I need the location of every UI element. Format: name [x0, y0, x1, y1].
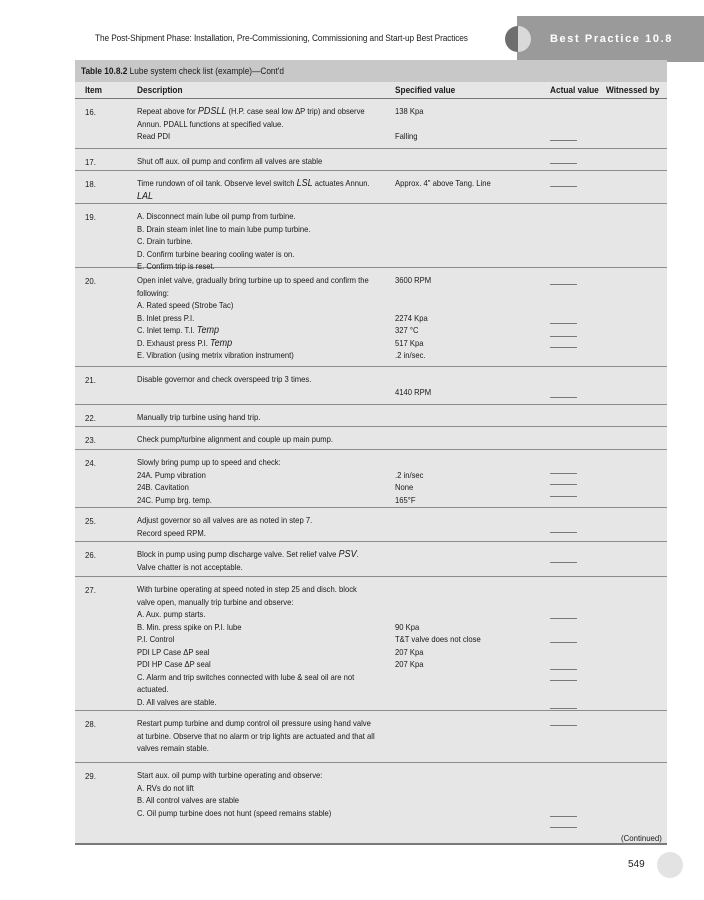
table-row — [75, 763, 667, 844]
row-description-line: D. Exhaust press P.I. Temp — [137, 337, 233, 349]
table-row — [75, 711, 667, 763]
row-description-line: Valve chatter is not acceptable. — [137, 561, 243, 572]
actual-value-blank — [550, 669, 577, 670]
row-item-number: 17. — [85, 157, 96, 167]
actual-value-blank — [550, 642, 577, 643]
actual-value-blank — [550, 827, 577, 828]
page-number-circle — [657, 852, 683, 878]
continued-note: (Continued) — [621, 833, 662, 843]
checklist-table — [75, 60, 667, 843]
row-description-line: E. Confirm trip is reset. — [137, 261, 215, 271]
row-description-line: Disable governor and check overspeed trip 3 times. — [137, 374, 312, 384]
row-specified-value: None — [395, 482, 414, 492]
row-description-line: B. All control valves are stable — [137, 795, 240, 805]
row-description-line: following: — [137, 287, 169, 298]
row-item-number: 24. — [85, 458, 96, 468]
table-row — [75, 149, 667, 171]
actual-value-blank — [550, 163, 577, 164]
row-description-line: 24A. Pump vibration — [137, 469, 206, 480]
row-description-line: With turbine operating at speed noted in step 25 and disch. block — [137, 584, 357, 594]
table-row — [75, 171, 667, 204]
header-description: Description — [137, 85, 183, 95]
row-description-line: Slowly bring pump up to speed and check: — [137, 457, 281, 467]
row-description-line: P.I. Control — [137, 634, 175, 644]
table-caption-text: Lube system check list (example)—Cont'd — [129, 66, 285, 76]
row-description-line: D. Confirm turbine bearing cooling water is on. — [137, 248, 295, 259]
row-item-number: 20. — [85, 276, 96, 286]
actual-value-blank — [550, 708, 577, 709]
row-specified-value: .2 in/sec. — [395, 350, 426, 360]
row-item-number: 27. — [85, 585, 96, 595]
row-specified-value: 138 Kpa — [395, 106, 424, 116]
row-description-line: Annun. PDALL functions at specified value. — [137, 118, 284, 129]
row-specified-value: Falling — [395, 131, 418, 141]
row-description-line: PDI LP Case ΔP seal — [137, 646, 210, 657]
row-description-line: Manually trip turbine using hand trip. — [137, 412, 261, 422]
actual-value-blank — [550, 816, 577, 817]
row-specified-value: T&T valve does not close — [395, 634, 481, 644]
row-item-number: 25. — [85, 516, 96, 526]
table-row — [75, 577, 667, 711]
row-specified-value: 165°F — [395, 494, 416, 505]
table-caption-label: Table 10.8.2 — [81, 66, 128, 76]
header-item: Item — [85, 85, 103, 95]
row-specified-value: 90 Kpa — [395, 621, 420, 632]
row-description-line: valve open, manually trip turbine and observe: — [137, 596, 294, 607]
table-row — [75, 405, 667, 427]
table-row — [75, 99, 667, 149]
row-description-line: Restart pump turbine and dump control oil pressure using hand valve — [137, 718, 371, 728]
table-row — [75, 268, 667, 367]
row-specified-value: 3600 RPM — [395, 275, 432, 285]
header-specified-value: Specified value — [395, 85, 456, 95]
table-row — [75, 508, 667, 542]
row-description-line: Check pump/turbine alignment and couple up main pump. — [137, 434, 334, 444]
row-specified-value: 517 Kpa — [395, 337, 424, 348]
row-description-line: C. Drain turbine. — [137, 236, 193, 246]
actual-value-blank — [550, 680, 577, 681]
table-row — [75, 204, 667, 271]
row-description-line: valves remain stable. — [137, 743, 209, 753]
row-specified-value: 207 Kpa — [395, 646, 424, 657]
row-description-line: A. RVs do not lift — [137, 782, 194, 793]
row-description-line: B. Inlet press P.I. — [137, 312, 195, 323]
table-row — [75, 367, 667, 405]
row-description-line: E. Vibration (using metrix vibration instrument) — [137, 350, 294, 360]
row-description-line: A. Rated speed (Strobe Tac) — [137, 300, 234, 310]
row-description-line: Shut off aux. oil pump and confirm all valves are stable — [137, 156, 323, 166]
row-description-line: at turbine. Observe that no alarm or trip lights are actuated and that all — [137, 730, 375, 741]
row-description-line: B. Min. press spike on P.I. lube — [137, 621, 242, 632]
row-item-number: 28. — [85, 719, 96, 729]
row-description-line: B. Drain steam inlet line to main lube pump turbine. — [137, 223, 311, 234]
actual-value-blank — [550, 186, 577, 187]
actual-value-blank — [550, 618, 577, 619]
table-caption — [75, 60, 667, 82]
actual-value-blank — [550, 336, 577, 337]
row-description-line: C. Inlet temp. T.I. Temp — [137, 325, 219, 336]
running-head — [0, 0, 704, 50]
row-specified-value: 4140 RPM — [395, 386, 432, 397]
row-item-number: 26. — [85, 550, 96, 560]
row-description-line: A. Disconnect main lube oil pump from turbine. — [137, 211, 296, 221]
row-description-line: Record speed RPM. — [137, 527, 206, 538]
row-specified-value: 2274 Kpa — [395, 312, 428, 323]
actual-value-blank — [550, 323, 577, 324]
section-tab-circle — [505, 26, 531, 52]
row-item-number: 19. — [85, 212, 96, 222]
row-description-line: C. Alarm and trip switches connected with lube & seal oil are not — [137, 671, 355, 682]
actual-value-blank — [550, 532, 577, 533]
page-number: 549 — [628, 859, 645, 870]
row-description-line: 24B. Cavitation — [137, 482, 189, 492]
row-description-line: Read PDI — [137, 131, 171, 141]
row-description-line: Start aux. oil pump with turbine operating and observe: — [137, 770, 323, 780]
row-item-number: 23. — [85, 435, 96, 445]
row-description-line: actuated. — [137, 684, 169, 694]
actual-value-blank — [550, 473, 577, 474]
table-bottom-rule — [75, 843, 667, 845]
row-description-line: D. All valves are stable. — [137, 696, 217, 707]
row-description-line: A. Aux. pump starts. — [137, 609, 206, 619]
row-description-line: C. Oil pump turbine does not hunt (speed remains stable) — [137, 807, 332, 818]
table-row — [75, 450, 667, 508]
actual-value-blank — [550, 397, 577, 398]
row-description-line: PDI HP Case ΔP seal — [137, 659, 211, 669]
running-head-title: The Post-Shipment Phase: Installation, Pre-Commissioning, Commissioning and Start-up Best Practices — [95, 33, 468, 43]
actual-value-blank — [550, 496, 577, 497]
row-specified-value: 207 Kpa — [395, 659, 424, 669]
row-item-number: 18. — [85, 179, 96, 189]
row-description-line: 24C. Pump brg. temp. — [137, 494, 212, 505]
table-row — [75, 427, 667, 450]
row-item-number: 29. — [85, 771, 96, 781]
actual-value-blank — [550, 484, 577, 485]
row-specified-value: .2 in/sec — [395, 469, 424, 480]
table-header-row — [75, 82, 667, 99]
row-item-number: 16. — [85, 107, 96, 117]
row-description-line: Time rundown of oil tank. Observe level switch LSL actuates Annun. — [137, 178, 370, 189]
row-item-number: 21. — [85, 375, 96, 385]
row-description-line: Block in pump using pump discharge valve. Set relief valve PSV. — [137, 549, 359, 560]
row-description-line: LAL — [137, 190, 154, 202]
row-specified-value: 327 °C — [395, 325, 419, 335]
header-witnessed-by: Witnessed by — [606, 85, 660, 95]
row-description-line: Adjust governor so all valves are as noted in step 7. — [137, 515, 313, 525]
table-row — [75, 542, 667, 577]
actual-value-blank — [550, 140, 577, 141]
header-actual-value: Actual value — [550, 85, 599, 95]
actual-value-blank — [550, 562, 577, 563]
row-item-number: 22. — [85, 413, 96, 423]
actual-value-blank — [550, 284, 577, 285]
actual-value-blank — [550, 347, 577, 348]
row-specified-value: Approx. 4" above Tang. Line — [395, 178, 491, 188]
row-description-line: Open inlet valve, gradually bring turbine up to speed and confirm the — [137, 275, 369, 285]
section-tab-label: Best Practice 10.8 — [550, 33, 673, 45]
row-description-line: Repeat above for PDSLL (H.P. case seal low ΔP trip) and observe — [137, 106, 365, 117]
actual-value-blank — [550, 725, 577, 726]
